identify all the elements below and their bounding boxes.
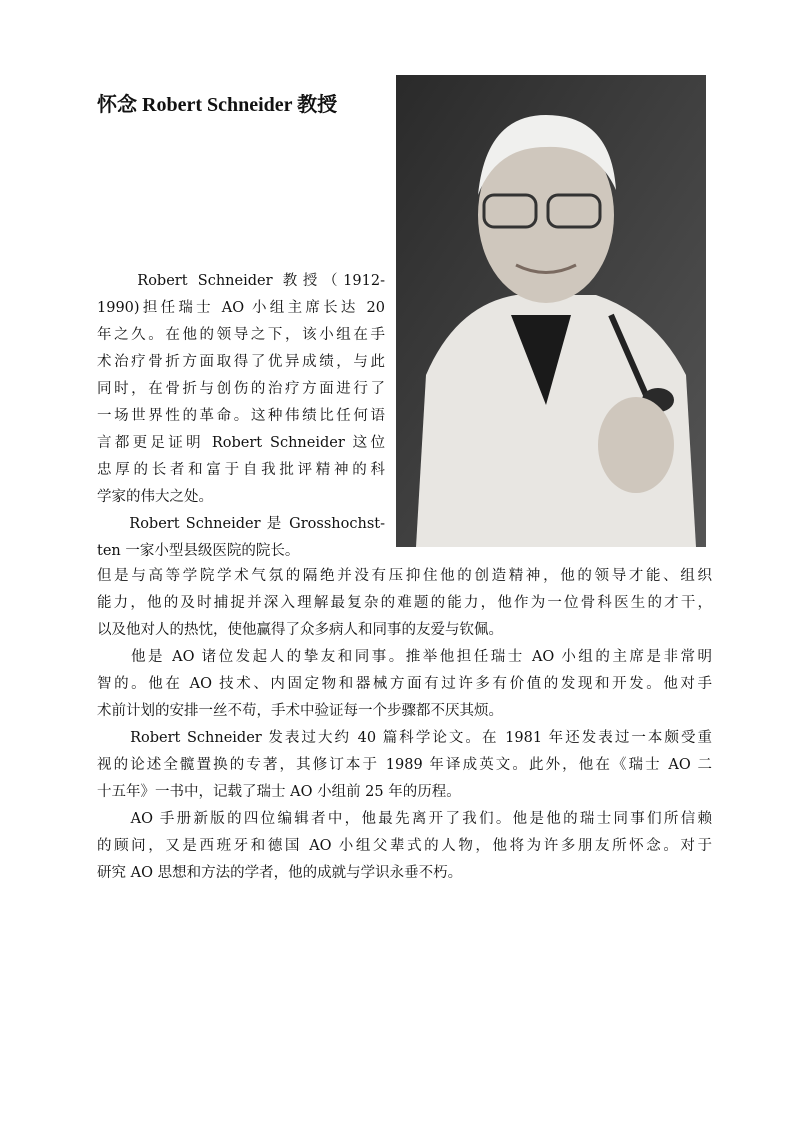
paragraph-4-line: Robert Schneider 发表过大约 40 篇科学论文。在 1981 年还发表过一本颇受重 [97, 730, 712, 746]
portrait-photo [396, 75, 706, 547]
paragraph-1-line: Robert Schneider 教授（1912- [97, 273, 385, 289]
paragraph-3-line: 智的。他在 AO 技术、内固定物和器械方面有过许多有价值的发现和开发。他对手 [97, 676, 712, 692]
paragraph-4-line: 十五年》一书中，记载了瑞士 AO 小组前 25 年的历程。 [97, 784, 461, 800]
paragraph-3-line: 他是 AO 诸位发起人的挚友和同事。推举他担任瑞士 AO 小组的主席是非常明 [97, 649, 712, 665]
paragraph-1-line: 忠厚的长者和富于自我批评精神的科 [97, 462, 385, 478]
paragraph-4-line: 视的论述全髋置换的专著，其修订本于 1989 年译成英文。此外，他在《瑞士 AO 二 [97, 757, 712, 773]
paragraph-1-line: 言都更足证明 Robert Schneider 这位 [97, 435, 385, 451]
paragraph-5-line: AO 手册新版的四位编辑者中，他最先离开了我们。他是他的瑞士同事们所信赖 [97, 811, 712, 827]
paragraph-2-line: 能力，他的及时捕捉并深入理解最复杂的难题的能力，他作为一位骨科医生的才干， [97, 595, 712, 611]
paragraph-1-line: 年之久。在他的领导之下，该小组在手 [97, 327, 385, 343]
paragraph-2-line: Robert Schneider 是 Grosshochst- [97, 516, 385, 532]
paragraph-1-line: 同时，在骨折与创伤的治疗方面进行了 [97, 381, 385, 397]
paragraph-2-line: 但是与高等学院学术气氛的隔绝并没有压抑住他的创造精神，他的领导才能、组织 [97, 568, 712, 584]
page-title: 怀念 Robert Schneider 教授 [97, 94, 338, 116]
paragraph-2-line: 以及他对人的热忱，使他赢得了众多病人和同事的友爱与钦佩。 [97, 622, 503, 638]
paragraph-2-line: ten 一家小型县级医院的院长。 [97, 543, 300, 559]
paragraph-5-line: 研究 AO 思想和方法的学者，他的成就与学识永垂不朽。 [97, 865, 463, 881]
paragraph-3-line: 术前计划的安排一丝不苟，手术中验证每一个步骤都不厌其烦。 [97, 703, 503, 719]
paragraph-1-line: 1990)担任瑞士 AO 小组主席长达 20 [97, 300, 385, 316]
paragraph-1-line: 术治疗骨折方面取得了优异成绩，与此 [97, 354, 385, 370]
paragraph-5-line: 的顾问，又是西班牙和德国 AO 小组父辈式的人物，他将为许多朋友所怀念。对于 [97, 838, 712, 854]
paragraph-1-line: 学家的伟大之处。 [97, 489, 213, 505]
paragraph-1-line: 一场世界性的革命。这种伟绩比任何语 [97, 408, 385, 424]
